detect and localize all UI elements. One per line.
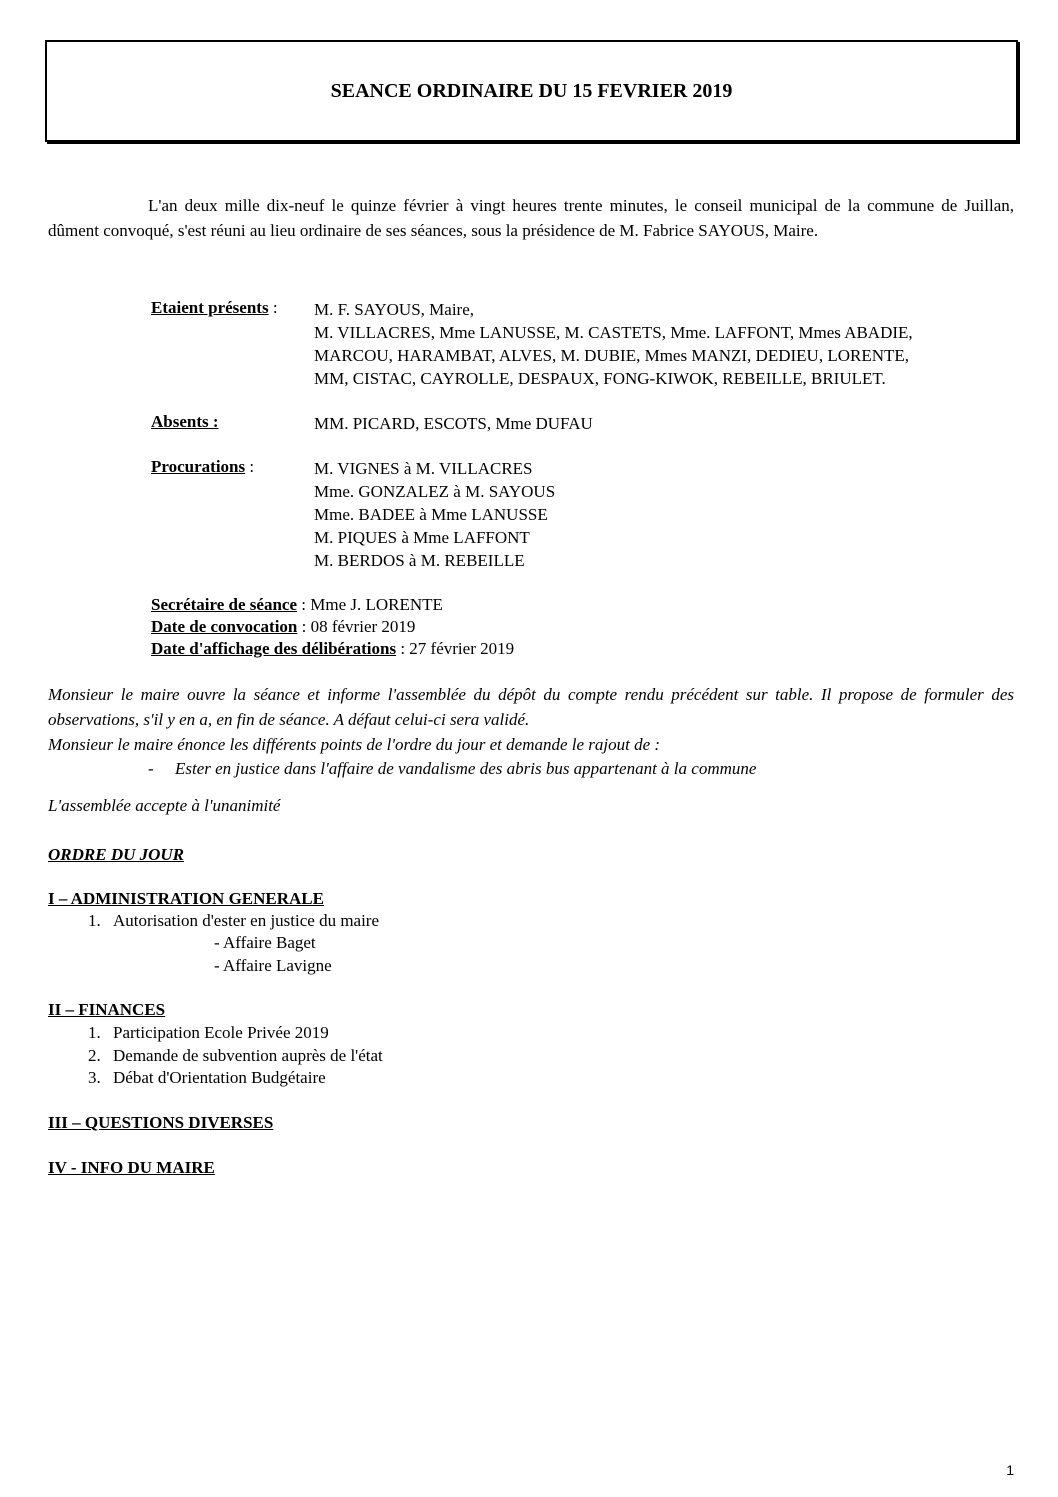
proxy-line: Mme. GONZALEZ à M. SAYOUS <box>314 482 556 501</box>
acceptance-note: L'assemblée accepte à l'unanimité <box>48 796 281 815</box>
title-box <box>45 40 1018 142</box>
opening-paragraph <box>48 682 1014 757</box>
proxy-line: M. VIGNES à M. VILLACRES <box>314 459 533 478</box>
present-line: M. VILLACRES, Mme LANUSSE, M. CASTETS, Mme. LAFFONT, Mmes ABADIE, <box>314 323 913 342</box>
posting-line: Date d'affichage des délibérations : 27 février 2019 <box>151 639 515 658</box>
present-line: MARCOU, HARAMBAT, ALVES, M. DUBIE, Mmes MANZI, DEDIEU, LORENTE, <box>314 346 909 365</box>
agenda-subitem: - Affaire Baget <box>214 933 316 952</box>
agenda-heading: ORDRE DU JOUR <box>48 845 185 864</box>
meeting-meta <box>151 594 514 660</box>
agenda-item: 1. Participation Ecole Privée 2019 <box>88 1023 329 1042</box>
proxy-line: Mme. BADEE à Mme LANUSSE <box>314 505 548 524</box>
proxies-label: Procurations : <box>151 457 255 476</box>
absent-label: Absents : <box>151 412 219 431</box>
proxy-line: M. PIQUES à Mme LAFFONT <box>314 528 530 547</box>
proxies-list <box>314 457 1014 572</box>
present-line: M. F. SAYOUS, Maire, <box>314 300 475 319</box>
section-administration: I – ADMINISTRATION GENERALE <box>48 889 324 908</box>
present-list <box>314 298 1014 390</box>
absent-line: MM. PICARD, ESCOTS, Mme DUFAU <box>314 414 593 433</box>
convocation-line: Date de convocation : 08 février 2019 <box>151 617 416 636</box>
agenda-item: 2. Demande de subvention auprès de l'état <box>88 1046 383 1065</box>
intro-paragraph: L'an deux mille dix-neuf le quinze février à vingt heures trente minutes, le conseil municipal de la commune de Juillan, dûment convoqué, s'est réuni au lieu ordinaire de ses séances, sous la présidence de M. Fabrice SAYOUS, Maire. <box>48 196 1014 240</box>
proxy-line: M. BERDOS à M. REBEILLE <box>314 551 525 570</box>
section-questions: III – QUESTIONS DIVERSES <box>48 1113 274 1132</box>
page-number: 1 <box>1006 1462 1014 1478</box>
secretary-line: Secrétaire de séance : Mme J. LORENTE <box>151 595 443 614</box>
section-finances: II – FINANCES <box>48 1000 166 1019</box>
agenda-item: 1. Autorisation d'ester en justice du maire <box>88 911 380 930</box>
absent-list <box>314 412 1014 435</box>
present-line: MM, CISTAC, CAYROLLE, DESPAUX, FONG-KIWOK, REBEILLE, BRIULET. <box>314 369 886 388</box>
opening-line-1: Monsieur le maire ouvre la séance et informe l'assemblée du dépôt du compte rendu précédent sur table. Il propose de formuler des observations, s'il y en a, en fin de séance. A défaut celui-ci sera validé. <box>48 685 1014 729</box>
opening-line-2: Monsieur le maire énonce les différents points de l'ordre du jour et demande le rajout de : <box>48 735 661 754</box>
agenda-subitem: - Affaire Lavigne <box>214 956 332 975</box>
added-agenda-item: - Ester en justice dans l'affaire de vandalisme des abris bus appartenant à la commune <box>148 759 757 778</box>
section-info-maire: IV - INFO DU MAIRE <box>48 1158 215 1177</box>
page-title: SEANCE ORDINAIRE DU 15 FEVRIER 2019 <box>330 80 733 102</box>
agenda-item: 3. Débat d'Orientation Budgétaire <box>88 1068 326 1087</box>
present-label: Etaient présents : <box>151 298 278 317</box>
